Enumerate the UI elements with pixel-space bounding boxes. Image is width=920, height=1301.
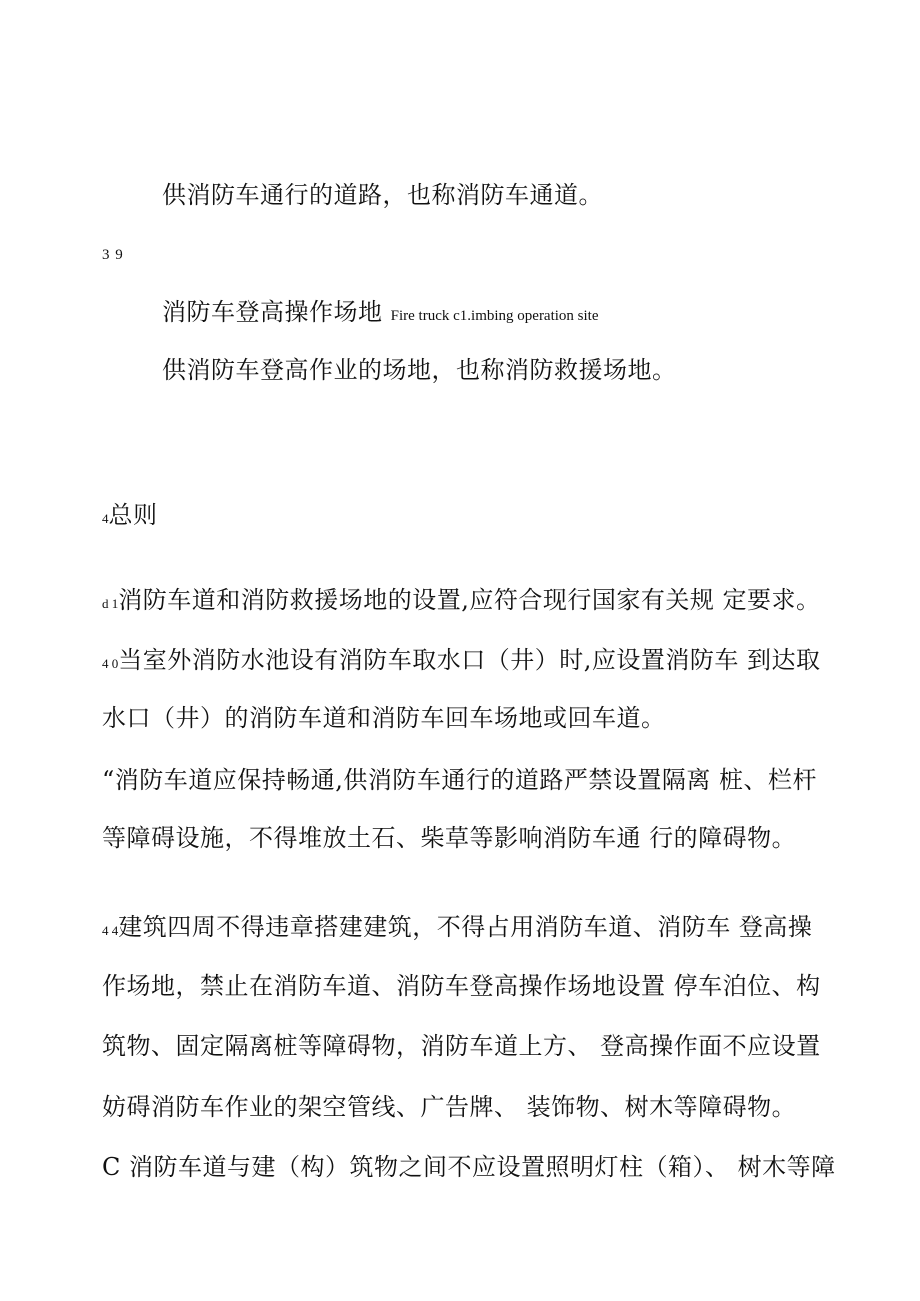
section-number: 4 bbox=[102, 511, 109, 526]
clause-4-2-line-2: 水口（井）的消防车道和消防车回车场地或回车道。 bbox=[102, 704, 666, 732]
clause-prefix: d 1 bbox=[102, 596, 119, 611]
clause-4-4-line-4: 妨碍消防车作业的架空管线、广告牌、 装饰物、树木等障碍物。 bbox=[102, 1093, 797, 1121]
term-chinese: 消防车登高操作场地 bbox=[162, 298, 383, 326]
clause-4-5-line-1: C 消防车道与建（构）筑物之间不应设置照明灯柱（箱）、 树木等障 bbox=[102, 1153, 836, 1181]
clause-prefix: 4 4 bbox=[102, 923, 119, 938]
climbing-site-definition: 供消防车登高作业的场地，也称消防救援场地。 bbox=[162, 356, 677, 384]
clause-text: 当室外消防水池设有消防车取水口（井）时,应设置消防车 到达取 bbox=[118, 646, 821, 674]
clause-4-2-line-1 bbox=[102, 645, 821, 679]
section-title: 总则 bbox=[108, 501, 158, 529]
fire-lane-definition: 供消防车通行的道路，也称消防车通道。 bbox=[162, 181, 603, 209]
clause-prefix: 4 0 bbox=[102, 656, 119, 671]
clause-4-4-line-3: 筑物、固定隔离桩等障碍物，消防车道上方、 登高操作面不应设置 bbox=[102, 1032, 821, 1060]
clause-4-4-line-2: 作场地，禁止在消防车道、消防车登高操作场地设置 停车泊位、构 bbox=[102, 972, 821, 1000]
clause-4-3-line-2: 等障碍设施，不得堆放土石、柴草等影响消防车通 行的障碍物。 bbox=[102, 824, 797, 852]
climbing-site-term bbox=[162, 297, 599, 331]
clause-4-4-line-1 bbox=[102, 912, 812, 946]
clause-4-1 bbox=[102, 585, 821, 619]
term-english: Fire truck c1.imbing operation site bbox=[390, 308, 599, 324]
clause-text: 建筑四周不得违章搭建建筑，不得占用消防车道、消防车 登高操 bbox=[118, 913, 813, 941]
clause-text: 消防车道和消防救援场地的设置,应符合现行国家有关规 定要求。 bbox=[118, 586, 821, 614]
clause-number-3-9: 3 9 bbox=[102, 247, 124, 263]
section-heading bbox=[102, 500, 158, 534]
clause-4-3-line-1: “消防车道应保持畅通,供消防车通行的道路严禁设置隔离 桩、栏杆 bbox=[102, 766, 818, 794]
